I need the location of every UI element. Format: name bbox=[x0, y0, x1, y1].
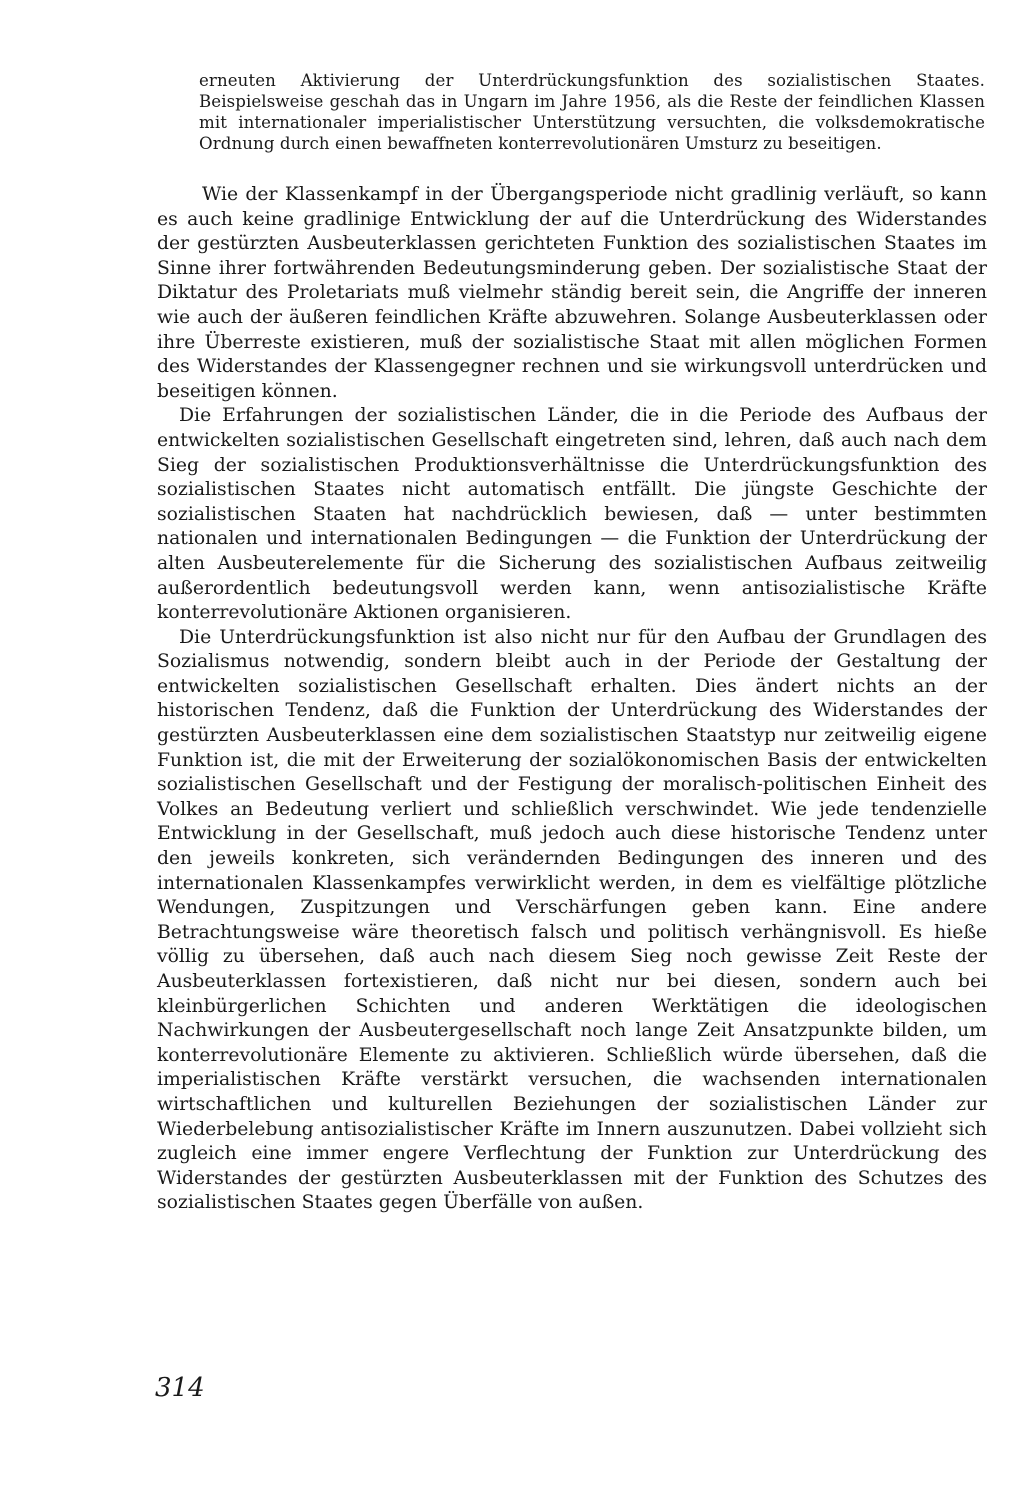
intro-paragraph: erneuten Aktivierung der Unterdrückungsfunktion des sozialistischen Staates. Beispielsweise geschah das in Ungarn im Jahre 1956, als die Reste der feindlichen Klassen mit internationaler imperialistischer Unterstützung versuchten, die volksdemokratische Ordnung durch einen bewaffneten konterrevolutionären Umsturz zu beseitigen. bbox=[199, 71, 985, 153]
paragraph-2: Die Erfahrungen der sozialistischen Länder, die in die Periode des Aufbaus der entwickelten sozialistischen Gesellschaft eingetreten sind, lehren, daß auch nach dem Sieg der sozialistischen Produktionsverhältnisse die Unterdrückungsfunktion des sozialistischen Staates nicht automatisch entfällt. Die jüngste Geschichte der sozialistischen Staaten hat nachdrücklich bewiesen, daß — unter bestimmten nationalen und internationalen Bedingungen — die Funktion der Unterdrückung der alten Ausbeuterelemente für die Sicherung des sozialistischen Aufbaus zeitweilig außerordentlich bedeutungsvoll werden kann, wenn antisozialistische Kräfte konterrevolutionäre Aktionen organisieren. bbox=[157, 405, 987, 624]
paragraph-1: Wie der Klassenkampf in der Übergangsperiode nicht gradlinig verläuft, so kann es auch keine gradlinige Entwicklung der auf die Unterdrückung des Widerstandes der gestürzten Ausbeuterklassen gerichteten Funktion des sozialistischen Staates im Sinne ihrer fortwährenden Bedeutungsminderung geben. Der sozialistische Staat der Diktatur des Proletariats muß vielmehr ständig bereit sein, die Angriffe der inneren wie auch der äußeren feindlichen Kräfte abzuwehren. Solange Ausbeuterklassen oder ihre Überreste existieren, muß der sozialistische Staat mit allen möglichen Formen des Widerstandes der Klassengegner rechnen und sie wirkungsvoll unterdrücken und beseitigen können. bbox=[157, 184, 987, 402]
page-number: 314 bbox=[155, 1373, 205, 1403]
paragraph-3: Die Unterdrückungsfunktion ist also nicht nur für den Aufbau der Grundlagen des Sozialismus notwendig, sondern bleibt auch in der Periode der Gestaltung der entwickelten sozialistischen Gesellschaft erhalten. Dies ändert nichts an der historischen Tendenz, daß die Funktion der Unterdrückung des Widerstandes der gestürzten Ausbeuterklassen eine dem sozialistischen Staatstyp nur zeitweilig eigene Funktion ist, die mit der Erweiterung der sozialökonomischen Basis der entwickelten sozialistischen Gesellschaft und der Festigung der moralisch-politischen Einheit des Volkes an Bedeutung verliert und schließlich verschwindet. Wie jede tendenzielle Entwicklung in der Gesellschaft, muß jedoch auch diese historische Tendenz unter den jeweils konkreten, sich verändernden Bedingungen des inneren und des internationalen Klassenkampfes verwirklicht werden, in dem es vielfältige plötzliche Wendungen, Zuspitzungen und Verschärfungen geben kann. Eine andere Betrachtungsweise wäre theoretisch falsch und politisch verhängnisvoll. Es hieße völlig zu übersehen, daß auch nach diesem Sieg noch gewisse Zeit Reste der Ausbeuterklassen fortexistieren, daß nicht nur bei diesen, sondern auch bei kleinbürgerlichen Schichten und anderen Werktätigen die ideologischen Nachwirkungen der Ausbeutergesellschaft noch lange Zeit Ansatzpunkte bilden, um konterrevolutionäre Elemente zu aktivieren. Schließlich würde übersehen, daß die imperialistischen Kräfte verstärkt versuchen, die wachsenden internationalen wirtschaftlichen und kulturellen Beziehungen der sozialistischen Länder zur Wiederbelebung antisozialistischer Kräfte im Innern auszunutzen. Dabei vollzieht sich zugleich eine immer engere Verflechtung der Funktion zur Unterdrückung des Widerstandes der gestürzten Ausbeuterklassen mit der Funktion des Schutzes des sozialistischen Staates gegen Überfälle von außen. bbox=[157, 626, 987, 1214]
main-text-body bbox=[157, 183, 987, 1216]
